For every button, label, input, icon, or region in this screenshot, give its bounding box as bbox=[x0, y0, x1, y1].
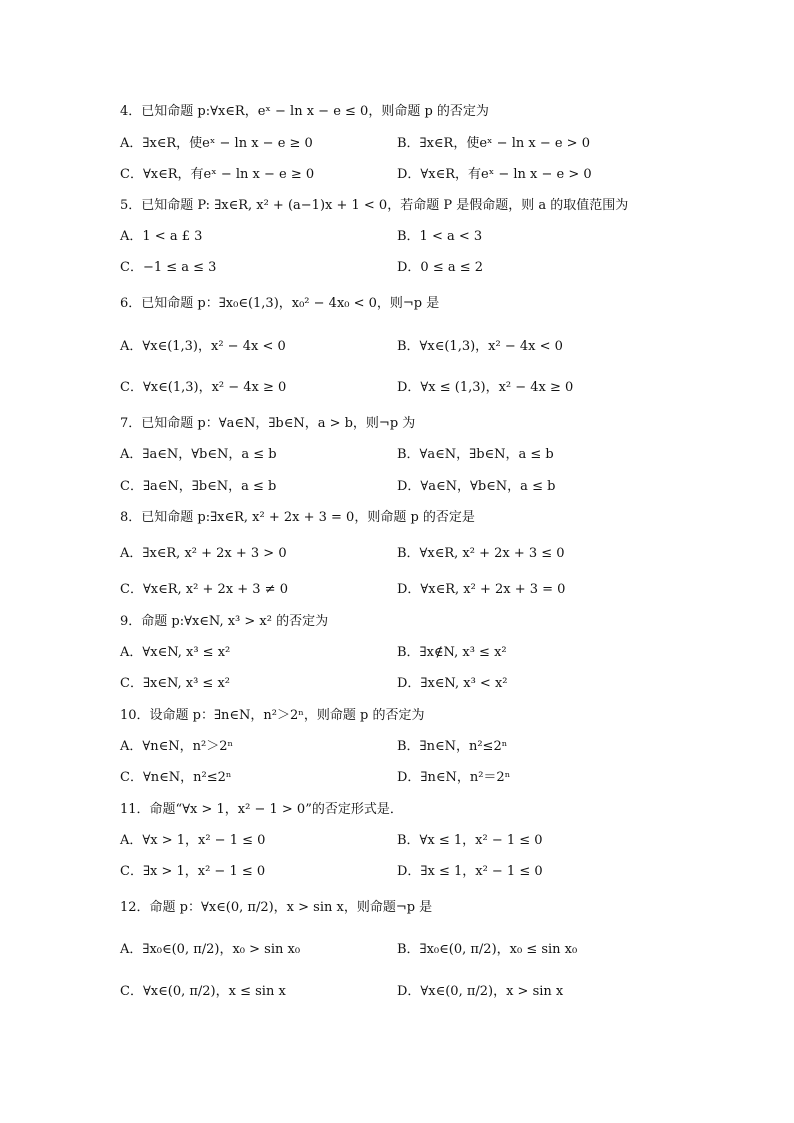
question-4-option-d: D．∀x∈R，有eˣ − ln x − e > 0 bbox=[397, 167, 592, 182]
question-12-option-b: B．∃x₀∈(0, π/2)，x₀ ≤ sin x₀ bbox=[397, 942, 578, 957]
question-7-option-b: B．∀a∈N，∃b∈N，a ≤ b bbox=[397, 447, 554, 462]
question-12-stem: 12．命题 p：∀x∈(0, π/2)，x > sin x，则命题¬p 是 bbox=[120, 900, 433, 915]
question-9-option-b: B．∃x∉N, x³ ≤ x² bbox=[397, 645, 507, 660]
question-6-option-a: A．∀x∈(1,3)，x² − 4x < 0 bbox=[120, 339, 286, 354]
question-6-option-c: C．∀x∈(1,3)，x² − 4x ≥ 0 bbox=[120, 380, 287, 395]
question-7-stem: 7．已知命题 p：∀a∈N，∃b∈N，a > b，则¬p 为 bbox=[120, 416, 416, 431]
question-10-option-a: A．∀n∈N，n²＞2ⁿ bbox=[120, 739, 234, 754]
question-6-option-b: B．∀x∈(1,3)，x² − 4x < 0 bbox=[397, 339, 563, 354]
question-5-option-a: A．1 < a £ 3 bbox=[120, 229, 203, 244]
question-10-option-b: B．∃n∈N，n²≤2ⁿ bbox=[397, 739, 508, 754]
question-12-option-c: C．∀x∈(0, π/2)，x ≤ sin x bbox=[120, 984, 286, 999]
question-5-option-c: C．−1 ≤ a ≤ 3 bbox=[120, 260, 217, 275]
question-9-option-d: D．∃x∈N, x³ < x² bbox=[397, 676, 508, 691]
question-12-option-a: A．∃x₀∈(0, π/2)，x₀ > sin x₀ bbox=[120, 942, 301, 957]
question-7-option-d: D．∀a∈N，∀b∈N，a ≤ b bbox=[397, 479, 556, 494]
question-10-option-d: D．∃n∈N，n²＝2ⁿ bbox=[397, 770, 511, 785]
question-10-stem: 10．设命题 p：∃n∈N，n²＞2ⁿ，则命题 p 的否定为 bbox=[120, 708, 425, 723]
question-11-option-c: C．∃x > 1，x² − 1 ≤ 0 bbox=[120, 864, 266, 879]
question-11-stem: 11．命题“∀x > 1，x² − 1 > 0”的否定形式是． bbox=[120, 802, 403, 817]
question-10-option-c: C．∀n∈N，n²≤2ⁿ bbox=[120, 770, 232, 785]
question-4-stem: 4．已知命题 p:∀x∈R，eˣ − ln x − e ≤ 0，则命题 p 的否定为 bbox=[120, 104, 489, 119]
question-11-option-b: B．∀x ≤ 1，x² − 1 ≤ 0 bbox=[397, 833, 543, 848]
question-8-option-a: A．∃x∈R, x² + 2x + 3 > 0 bbox=[120, 546, 287, 561]
question-4-option-a: A．∃x∈R，使eˣ − ln x − e ≥ 0 bbox=[120, 136, 313, 151]
question-8-option-c: C．∀x∈R, x² + 2x + 3 ≠ 0 bbox=[120, 582, 288, 597]
question-6-stem: 6．已知命题 p：∃x₀∈(1,3)，x₀² − 4x₀ < 0，则¬p 是 bbox=[120, 296, 440, 311]
question-11-option-a: A．∀x > 1，x² − 1 ≤ 0 bbox=[120, 833, 266, 848]
question-6-option-d: D．∀x ≤ (1,3)，x² − 4x ≥ 0 bbox=[397, 380, 574, 395]
question-4-option-b: B．∃x∈R，使eˣ − ln x − e > 0 bbox=[397, 136, 590, 151]
question-5-stem: 5．已知命题 P: ∃x∈R, x² + (a−1)x + 1 < 0，若命题 P 是假命题，则 a 的取值范围为 bbox=[120, 198, 629, 213]
question-8-option-b: B．∀x∈R, x² + 2x + 3 ≤ 0 bbox=[397, 546, 565, 561]
question-12-option-d: D．∀x∈(0, π/2)，x > sin x bbox=[397, 984, 564, 999]
question-9-option-c: C．∃x∈N, x³ ≤ x² bbox=[120, 676, 231, 691]
question-9-stem: 9．命题 p:∀x∈N, x³ > x² 的否定为 bbox=[120, 614, 329, 629]
question-5-option-b: B．1 < a < 3 bbox=[397, 229, 483, 244]
question-7-option-c: C．∃a∈N，∃b∈N，a ≤ b bbox=[120, 479, 277, 494]
question-4-option-c: C．∀x∈R，有eˣ − ln x − e ≥ 0 bbox=[120, 167, 315, 182]
question-11-option-d: D．∃x ≤ 1，x² − 1 ≤ 0 bbox=[397, 864, 543, 879]
question-9-option-a: A．∀x∈N, x³ ≤ x² bbox=[120, 645, 231, 660]
question-7-option-a: A．∃a∈N，∀b∈N，a ≤ b bbox=[120, 447, 277, 462]
question-8-stem: 8．已知命题 p:∃x∈R, x² + 2x + 3 = 0，则命题 p 的否定是 bbox=[120, 510, 475, 525]
question-5-option-d: D．0 ≤ a ≤ 2 bbox=[397, 260, 484, 275]
question-8-option-d: D．∀x∈R, x² + 2x + 3 = 0 bbox=[397, 582, 566, 597]
